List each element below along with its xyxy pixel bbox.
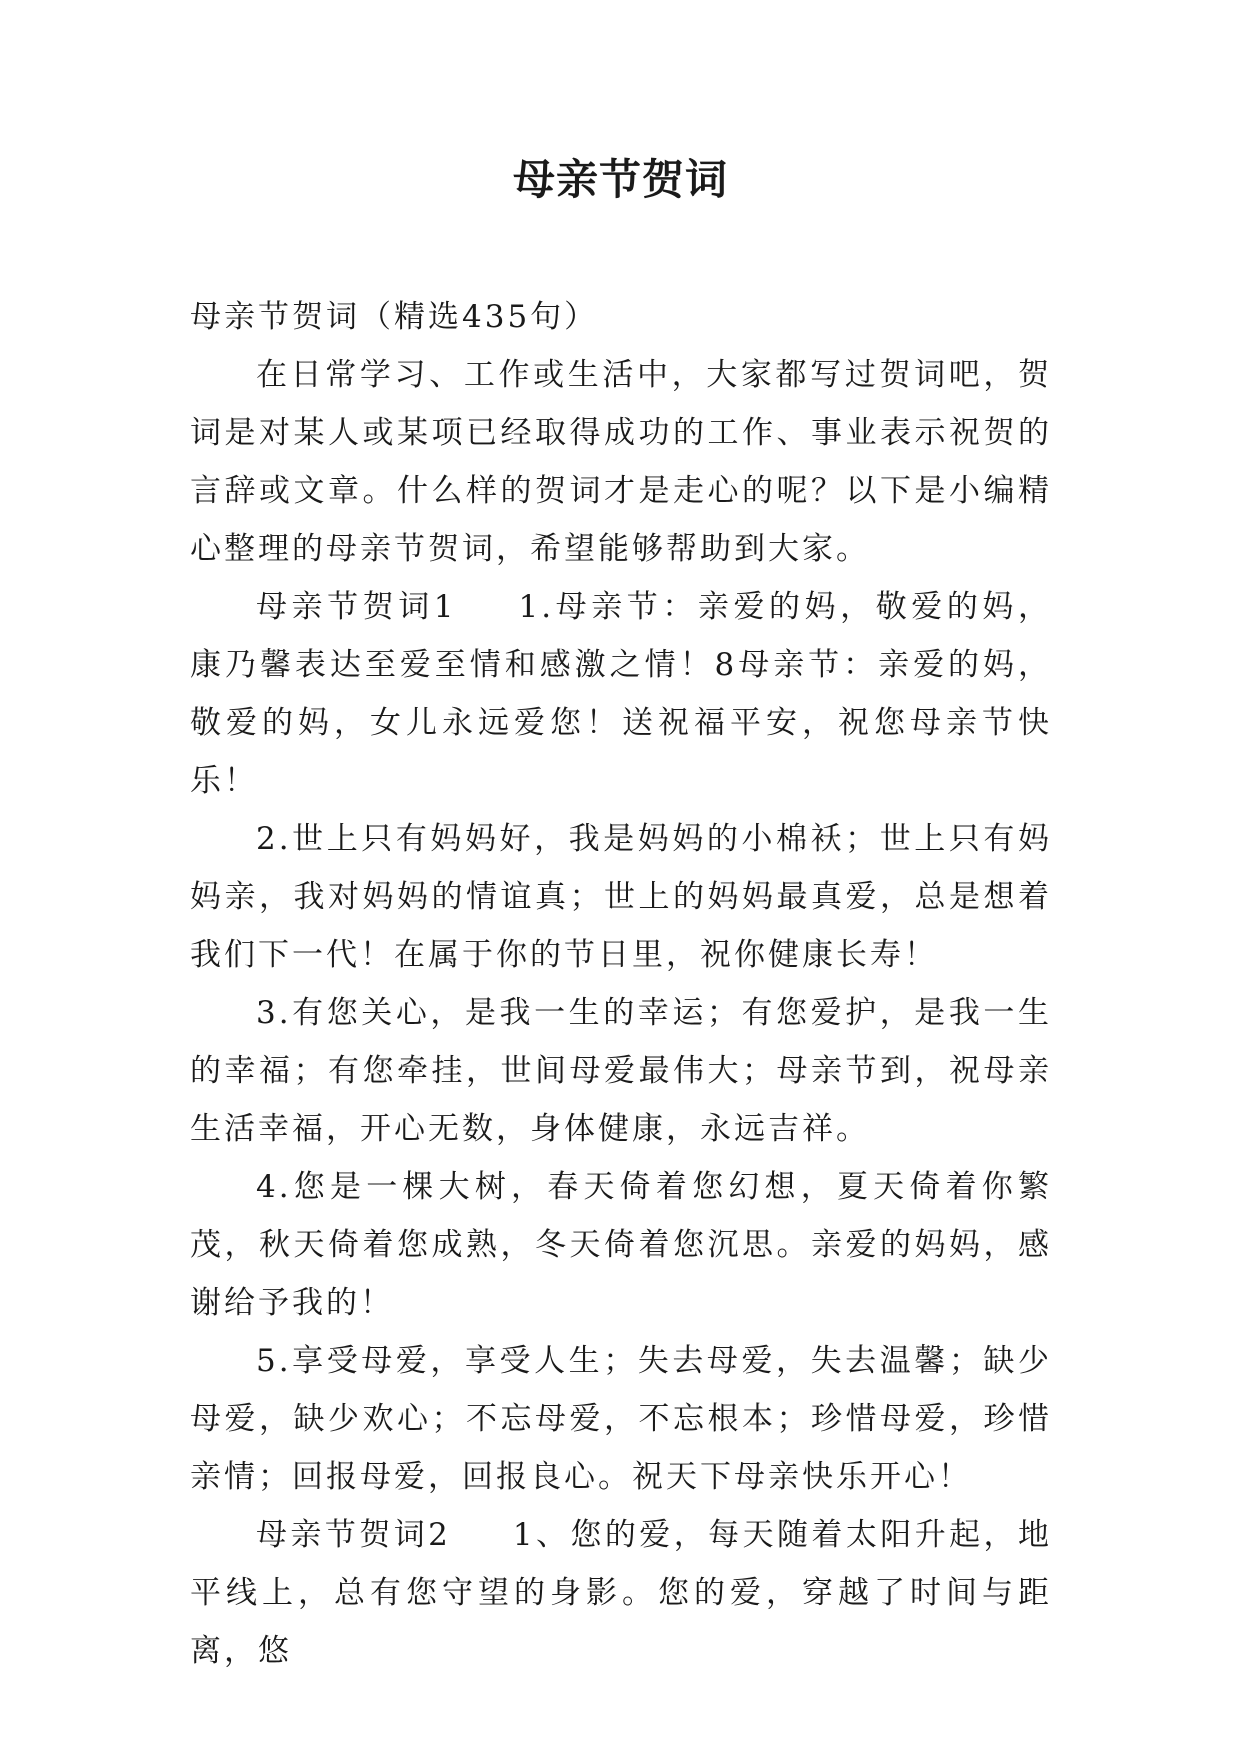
intro-paragraph: 在日常学习、工作或生活中，大家都写过贺词吧，贺词是对某人或某项已经取得成功的工作、事业表示祝贺的言辞或文章。什么样的贺词才是走心的呢？以下是小编精心整理的母亲节贺词，希望能够帮助到大家。	[190, 357, 1052, 567]
list-item: 5.享受母爱，享受人生；失去母爱，失去温馨；缺少母爱，缺少欢心；不忘母爱，不忘根本；珍惜母爱，珍惜亲情；回报母爱，回报良心。祝天下母亲快乐开心！	[190, 1343, 1052, 1495]
list-item: 1、您的爱，每天随着太阳升起，地平线上，总有您守望的身影。您的爱，穿越了时间与距离，悠	[190, 1517, 1052, 1669]
document-title: 母亲节贺词	[512, 155, 728, 204]
list-item: 2.世上只有妈妈好，我是妈妈的小棉袄；世上只有妈妈亲，我对妈妈的情谊真；世上的妈妈最真爱，总是想着我们下一代！在属于你的节日里，祝你健康长寿！	[190, 821, 1052, 973]
list-item: 1.母亲节：亲爱的妈，敬爱的妈，康乃馨表达至爱至情和感激之情！8母亲节：亲爱的妈，敬爱的妈，女儿永远爱您！送祝福平安，祝您母亲节快乐！	[190, 589, 1052, 799]
section-heading: 母亲节贺词2	[256, 1517, 451, 1553]
section-heading: 母亲节贺词1	[256, 589, 457, 625]
document-body	[190, 288, 1052, 1680]
list-item: 4.您是一棵大树，春天倚着您幻想，夏天倚着你繁茂，秋天倚着您成熟，冬天倚着您沉思。亲爱的妈妈，感谢给予我的！	[190, 1169, 1052, 1321]
list-item: 3.有您关心，是我一生的幸运；有您爱护，是我一生的幸福；有您牵挂，世间母爱最伟大；母亲节到，祝母亲生活幸福，开心无数，身体健康，永远吉祥。	[190, 995, 1052, 1147]
document-subtitle: 母亲节贺词（精选435句）	[190, 299, 599, 335]
section-2-first-paragraph	[190, 1506, 1052, 1680]
section-1-first-paragraph	[190, 578, 1052, 810]
